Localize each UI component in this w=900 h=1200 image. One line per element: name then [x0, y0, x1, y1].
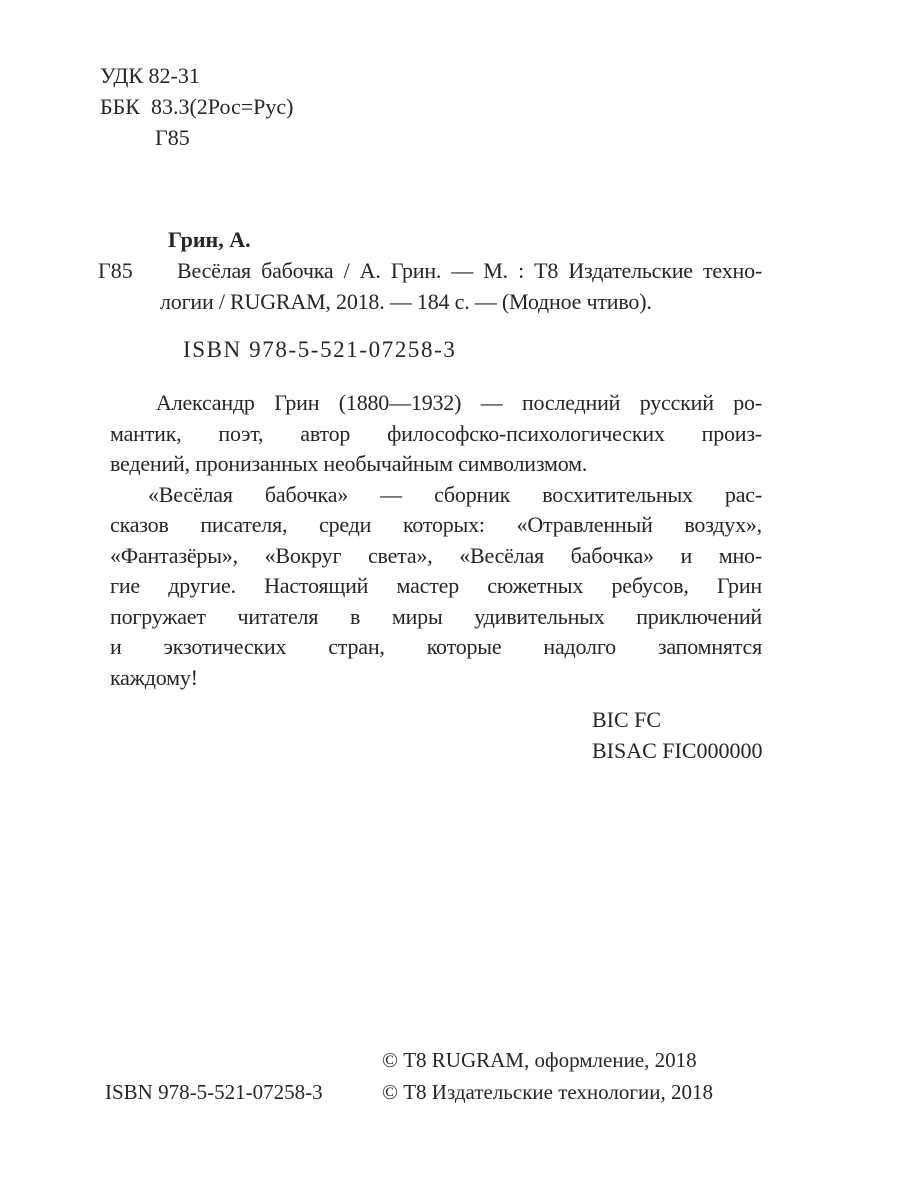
bic-code: BIC FC — [592, 707, 662, 732]
subject-codes-block — [592, 704, 763, 766]
author-sign: Г85 — [155, 125, 190, 150]
text-line: «Весёлая бабочка» — сборник восхитительных рас- — [148, 481, 762, 507]
text-line: и экзотических стран, которые надолго запомнятся — [110, 634, 762, 659]
annotation-block — [110, 388, 762, 693]
annotation-paragraph-2 — [110, 480, 762, 694]
text-line: «Фантазёры», «Вокруг света», «Весёлая бабочка» и мно- — [110, 542, 762, 568]
text-line: логии / RUGRAM, 2018. — 184 с. — (Модное чтиво). — [160, 289, 652, 314]
udk-line: УДК 82-31 — [100, 63, 200, 88]
text-line: гие другие. Настоящий мастер сюжетных ребусов, Грин — [110, 573, 762, 598]
isbn-statement: ISBN 978-5-521-07258-3 — [183, 337, 457, 362]
catalog-card — [98, 224, 762, 317]
catalog-card-label: Г85 — [98, 258, 133, 283]
bbk-line: ББК 83.3(2Рос=Рус) — [100, 94, 294, 119]
footer-isbn: ISBN 978-5-521-07258-3 — [105, 1080, 323, 1104]
text-line: ведений, пронизанных необычайным символизмом. — [110, 451, 588, 476]
text-line: сказов писателя, среди которых: «Отравленный воздух», — [110, 512, 762, 537]
annotation-paragraph-1 — [110, 388, 762, 480]
footer-block — [105, 1044, 713, 1108]
footer-spacer — [105, 1044, 382, 1076]
text-line: погружает читателя в миры удивительных приключений — [110, 603, 762, 629]
author-heading: Грин, А. — [168, 227, 251, 252]
bisac-code: BISAC FIC000000 — [592, 738, 763, 763]
text-line: каждому! — [110, 664, 198, 690]
classification-block — [100, 60, 294, 153]
text-line: мантик, поэт, автор философско-психологических произ- — [110, 420, 762, 446]
copyright-design: © Т8 RUGRAM, оформление, 2018 — [382, 1048, 697, 1072]
text-line: Весёлая бабочка / А. Грин. — М. : Т8 Издательские техно- — [177, 258, 762, 283]
catalog-description — [160, 255, 762, 317]
copyright-publisher: © Т8 Издательские технологии, 2018 — [382, 1080, 713, 1104]
text-line: Александр Грин (1880—1932) — последний русский ро- — [156, 390, 762, 415]
